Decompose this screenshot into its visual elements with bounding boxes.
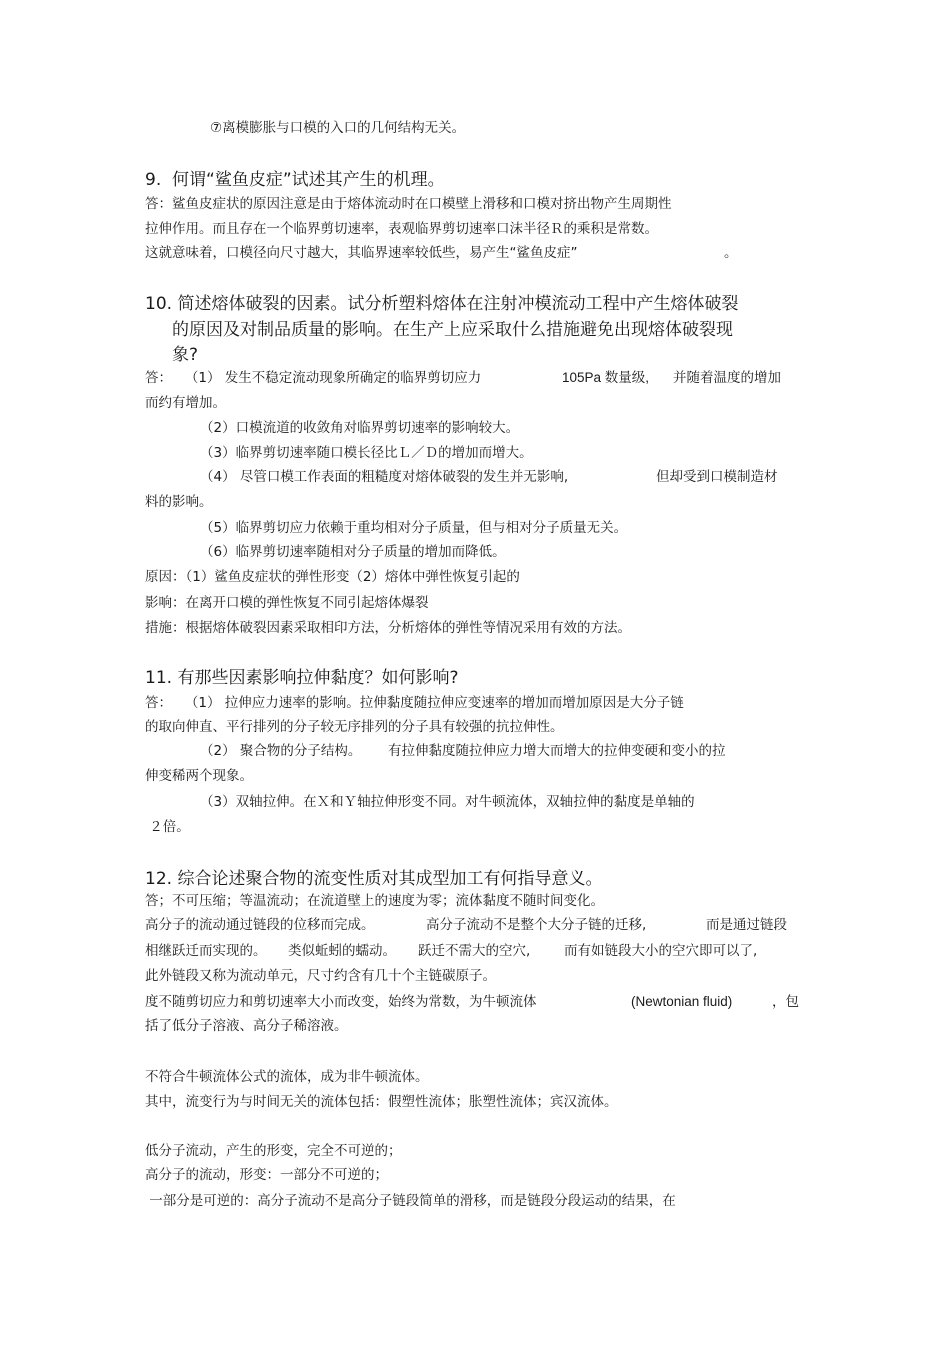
q12-paragraph-4: 此外链段又称为流动单元，尺寸约含有几十个主链碳原子。 xyxy=(145,968,496,984)
q10-answer-1-part-b: 105Pa 数量级, xyxy=(562,370,650,385)
q11-answer-2-part-a: （2） 聚合物的分子结构。 xyxy=(200,743,362,759)
q9-answer-line-3-end: 。 xyxy=(724,245,738,261)
q10-answer-4-part-c: 料的影响。 xyxy=(145,494,213,510)
q12-paragraph-9: 低分子流动，产生的形变，完全不可逆的； xyxy=(145,1143,402,1159)
q11-answer-3: （3）双轴拉伸。在Ｘ和Ｙ轴拉伸形变不同。对牛顿流体，双轴拉伸的黏度是单轴的 xyxy=(200,794,695,810)
q11-answer-1: 答： （1） 拉伸应力速率的影响。拉伸黏度随拉伸应变速率的增加而增加原因是大分子链 xyxy=(145,695,684,711)
q11-answer-2-part-b: 有拉伸黏度随拉伸应力增大而增大的拉伸变硬和变小的拉 xyxy=(388,743,726,759)
q12-paragraph-3-part-c: 跃迁不需大的空穴, xyxy=(418,943,531,959)
q12-paragraph-10: 高分子的流动，形变：一部分不可逆的； xyxy=(145,1167,388,1183)
q12-paragraph-5-part-b: (Newtonian fluid) xyxy=(631,994,733,1009)
question-12-title: 12. 综合论述聚合物的流变性质对其成型加工有何指导意义。 xyxy=(145,869,603,889)
q12-paragraph-11: 一部分是可逆的：高分子流动不是高分子链段简单的滑移，而是链段分段运动的结果，在 xyxy=(145,1193,676,1209)
q11-answer-1-cont: 的取向伸直、平行排列的分子较无序排列的分子具有较强的抗拉伸性。 xyxy=(145,719,564,735)
q12-paragraph-3-part-d: 而有如链段大小的空穴即可以了, xyxy=(564,943,758,959)
question-10-title-line-1: 10. 简述熔体破裂的因素。试分析塑料熔体在注射冲模流动工程中产生熔体破裂 xyxy=(145,294,739,314)
q10-answer-5: （5）临界剪切应力依赖于重均相对分子质量，但与相对分子质量无关。 xyxy=(200,520,628,536)
q9-answer-line-1: 答：鲨鱼皮症状的原因注意是由于熔体流动时在口模壁上滑移和口模对挤出物产生周期性 xyxy=(145,196,672,212)
q12-paragraph-2-part-b: 高分子流动不是整个大分子链的迁移, xyxy=(426,917,647,933)
q10-answer-3: （3）临界剪切速率随口模长径比Ｌ／Ｄ的增加而增大。 xyxy=(200,445,533,461)
q9-answer-line-3: 这就意味着，口模径向尺寸越大，其临界速率较低些，易产生“鲨鱼皮症” xyxy=(145,245,578,261)
q12-paragraph-5-part-a: 度不随剪切应力和剪切速率大小而改变，始终为常数，为牛顿流体 xyxy=(145,994,537,1010)
q10-answer-6: （6）临界剪切速率随相对分子质量的增加而降低。 xyxy=(200,544,506,560)
question-9-title: 9. 何谓“鲨鱼皮症”试述其产生的机理。 xyxy=(145,170,445,190)
q10-answer-2: （2）口模流道的收敛角对临界剪切速率的影响较大。 xyxy=(200,420,520,436)
q12-paragraph-7: 不符合牛顿流体公式的流体，成为非牛顿流体。 xyxy=(145,1069,429,1085)
q10-answer-4-part-a: （4） 尽管口模工作表面的粗糙度对熔体破裂的发生并无影响, xyxy=(200,469,569,485)
q10-answer-1-part-a: 答： （1） 发生不稳定流动现象所确定的临界剪切应力 xyxy=(145,370,482,386)
q12-paragraph-2-part-a: 高分子的流动通过链段的位移而完成。 xyxy=(145,917,375,933)
q11-answer-2-part-c: 伸变稀两个现象。 xyxy=(145,768,253,784)
item-7-text: ⑦离模膨胀与口模的入口的几何结构无关。 xyxy=(210,120,466,136)
q12-paragraph-1: 答；不可压缩；等温流动；在流道壁上的速度为零；流体黏度不随时间变化。 xyxy=(145,893,604,909)
q11-answer-3-cont: ２倍。 xyxy=(145,819,190,835)
q10-answer-4-part-b: 但却受到口模制造材 xyxy=(656,469,778,485)
question-10-title-line-3: 象? xyxy=(172,345,199,365)
q12-paragraph-6: 括了低分子溶液、高分子稀溶液。 xyxy=(145,1018,348,1034)
q12-paragraph-5-part-c: ，包 xyxy=(772,994,799,1010)
q12-paragraph-8: 其中，流变行为与时间无关的流体包括：假塑性流体；胀塑性流体；宾汉流体。 xyxy=(145,1094,618,1110)
q12-paragraph-3-part-b: 类似蚯蚓的蠕动。 xyxy=(288,943,396,959)
q9-answer-line-2: 拉伸作用。而且存在一个临界剪切速率，表观临界剪切速率口沫半径Ｒ的乘积是常数。 xyxy=(145,221,658,237)
q12-paragraph-3-part-a: 相继跃迁而实现的。 xyxy=(145,943,267,959)
q10-answer-1-part-d: 而约有增加。 xyxy=(145,395,226,411)
q10-answer-1-part-c: 并随着温度的增加 xyxy=(673,370,781,386)
q12-paragraph-2-part-c: 而是通过链段 xyxy=(706,917,787,933)
q10-cause: 原因：（1）鲨鱼皮症状的弹性形变（2）熔体中弹性恢复引起的 xyxy=(145,569,520,585)
question-10-title-line-2: 的原因及对制品质量的影响。在生产上应采取什么措施避免出现熔体破裂现 xyxy=(172,320,733,340)
q10-measure: 措施：根据熔体破裂因素采取相印方法，分析熔体的弹性等情况采用有效的方法。 xyxy=(145,620,631,636)
q10-effect: 影响：在离开口模的弹性恢复不同引起熔体爆裂 xyxy=(145,595,429,611)
question-11-title: 11. 有那些因素影响拉伸黏度？如何影响? xyxy=(145,668,459,688)
